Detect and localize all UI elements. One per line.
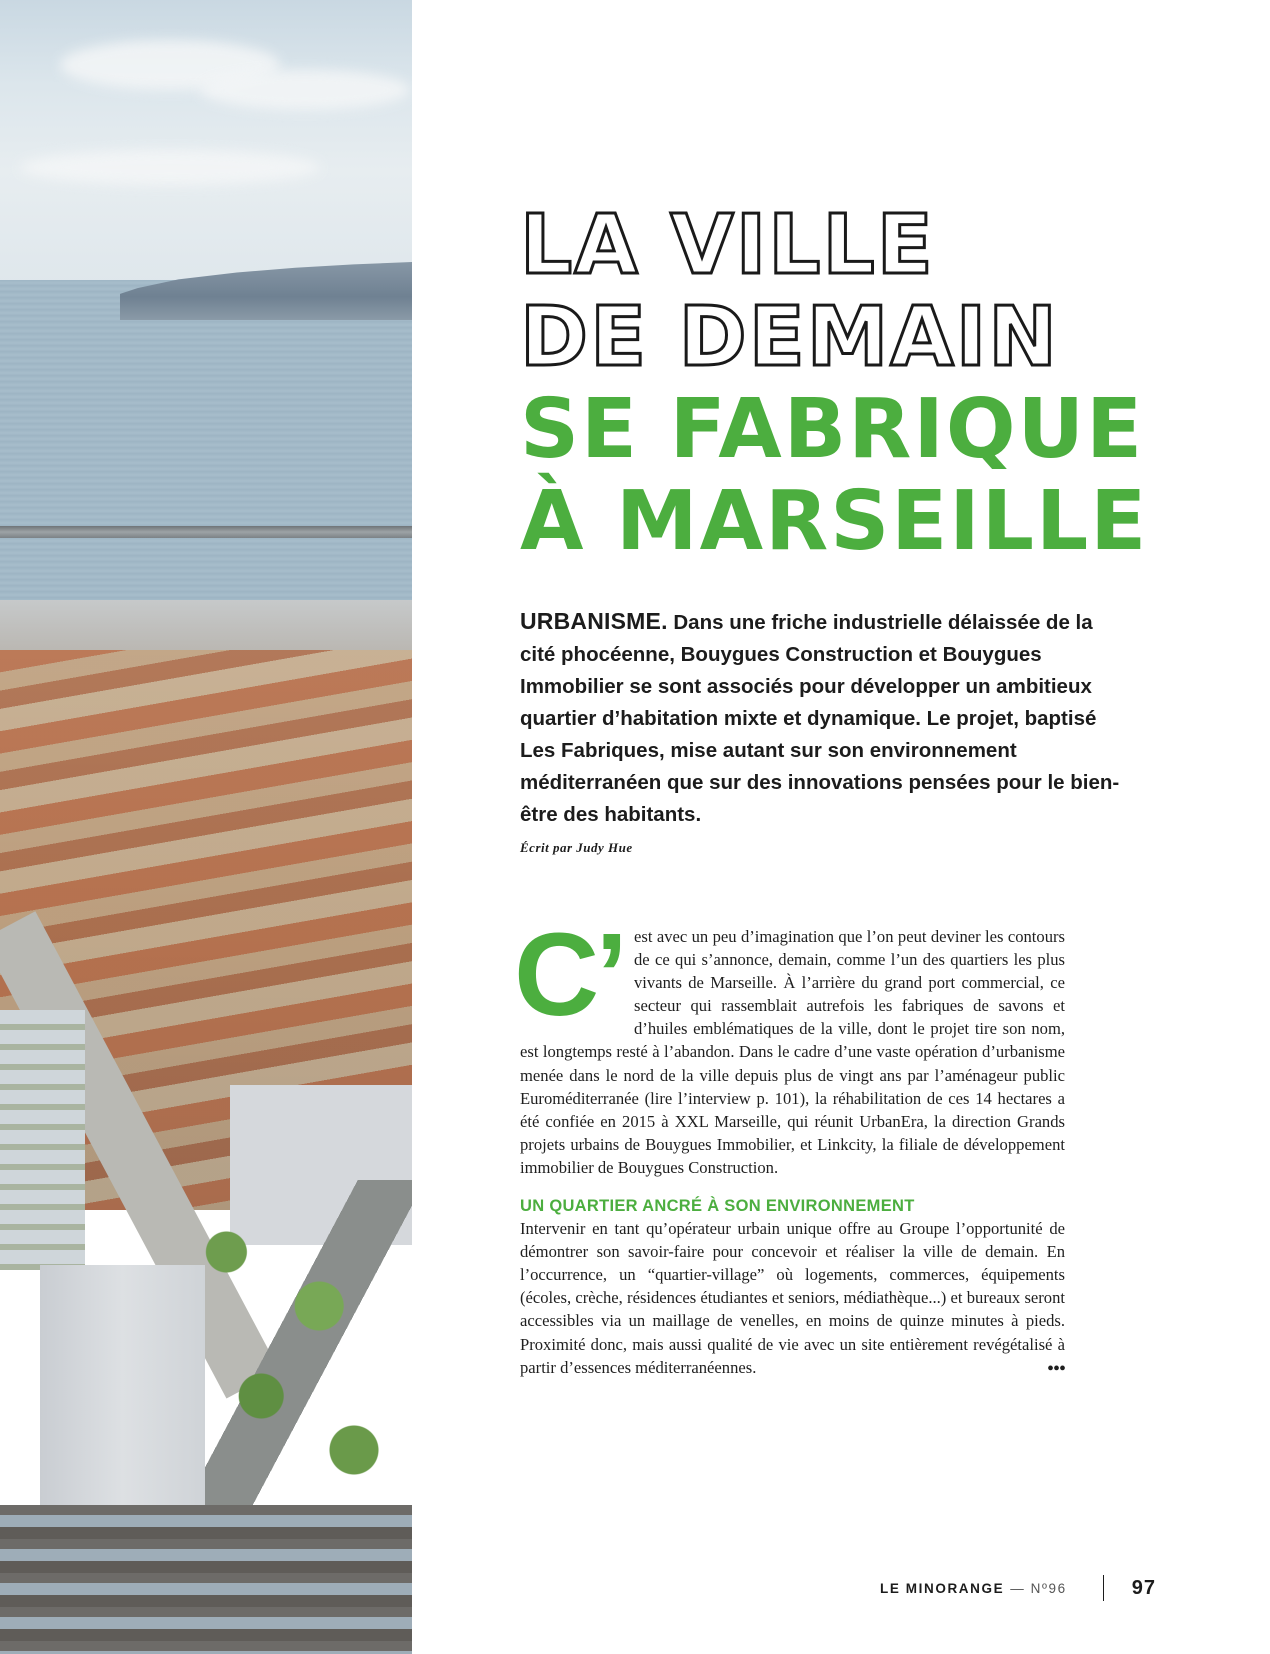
title-line-4: À MARSEILLE — [520, 474, 1149, 569]
byline: Écrit par Judy Hue — [520, 840, 633, 855]
photo-cloud — [200, 70, 410, 110]
footer-divider — [1103, 1575, 1104, 1601]
photo-cloud — [20, 150, 320, 185]
article-body — [514, 909, 1065, 1380]
standfirst — [520, 605, 1120, 831]
photo-station-roof — [0, 1505, 412, 1654]
photo-pier — [0, 526, 412, 538]
hero-photo — [0, 0, 412, 1654]
continued-marker-icon: ••• — [1046, 1357, 1065, 1380]
magazine-name: LE MINORANGE — [880, 1580, 1005, 1596]
title-line-3: SE FABRIQUE — [520, 382, 1145, 477]
paragraph: Intervenir en tant qu’opérateur urbain unique offre au Groupe l’opportunité de démontrer son savoir-faire pour concevoir et réaliser la ville de demain. En l’occurrence, un “quartier-village” où logements, commerces, équipements (écoles, crèche, résidences étudiantes et seniors, médiathèque...) et bureaux seront accessibles via un maillage de venelles, en moins de quinze minutes à pieds. Proximité donc, mais aussi qualité de vie avec un site entièrement revégétalisé à partir d’essences méditerranéennes. — [520, 1219, 1065, 1377]
article-title — [520, 200, 1160, 568]
standfirst-text: Dans une friche industrielle délaissée de la cité phocéenne, Bouygues Construction et Bouygues Immobilier se sont associés pour développer un ambitieux quartier d’habitation mixte et dynamique. Le projet, baptisé Les Fabriques, mise autant sur son environnement méditerranéen que sur des innovations pensées pour le bien-être des habitants. — [520, 611, 1120, 826]
photo-trees — [180, 1180, 412, 1540]
photo-green-building — [0, 1010, 85, 1270]
issue-number: — Nº96 — [1010, 1580, 1067, 1596]
drop-cap: C’ — [514, 909, 624, 1041]
page-footer — [880, 1573, 1156, 1603]
photo-white-block — [40, 1265, 205, 1510]
title-line-1: LA VILLE — [520, 198, 935, 293]
photo-sea — [0, 280, 412, 610]
title-line-2: DE DEMAIN — [520, 290, 1059, 385]
paragraph: est avec un peu d’imagination que l’on peut deviner les contours de ce qui s’annonce, demain, comme l’un des quartiers les plus vivants de Marseille. À l’arrière du grand port commercial, ce secteur qui rassemblait autrefois les fabriques de savons et d’huiles emblématiques de la ville, dont le projet tire son nom, est longtemps resté à l’abandon. Dans le cadre d’une vaste opération d’urbanisme menée dans le nord de la ville depuis plus de vingt ans par l’aménageur public Euroméditerranée (lire l’interview p. 101), la réhabilitation de ces 14 hectares a été confiée en 2015 à XXL Marseille, qui réunit UrbanEra, la direction Grands projets urbains de Bouygues Immobilier, et Linkcity, la filiale de développement immobilier de Bouygues Construction. — [520, 927, 1065, 1177]
page-number: 97 — [1131, 1576, 1156, 1599]
standfirst-kicker: URBANISME. — [520, 608, 668, 634]
section-subhead: UN QUARTIER ANCRÉ À SON ENVIRONNEMENT — [520, 1197, 915, 1216]
